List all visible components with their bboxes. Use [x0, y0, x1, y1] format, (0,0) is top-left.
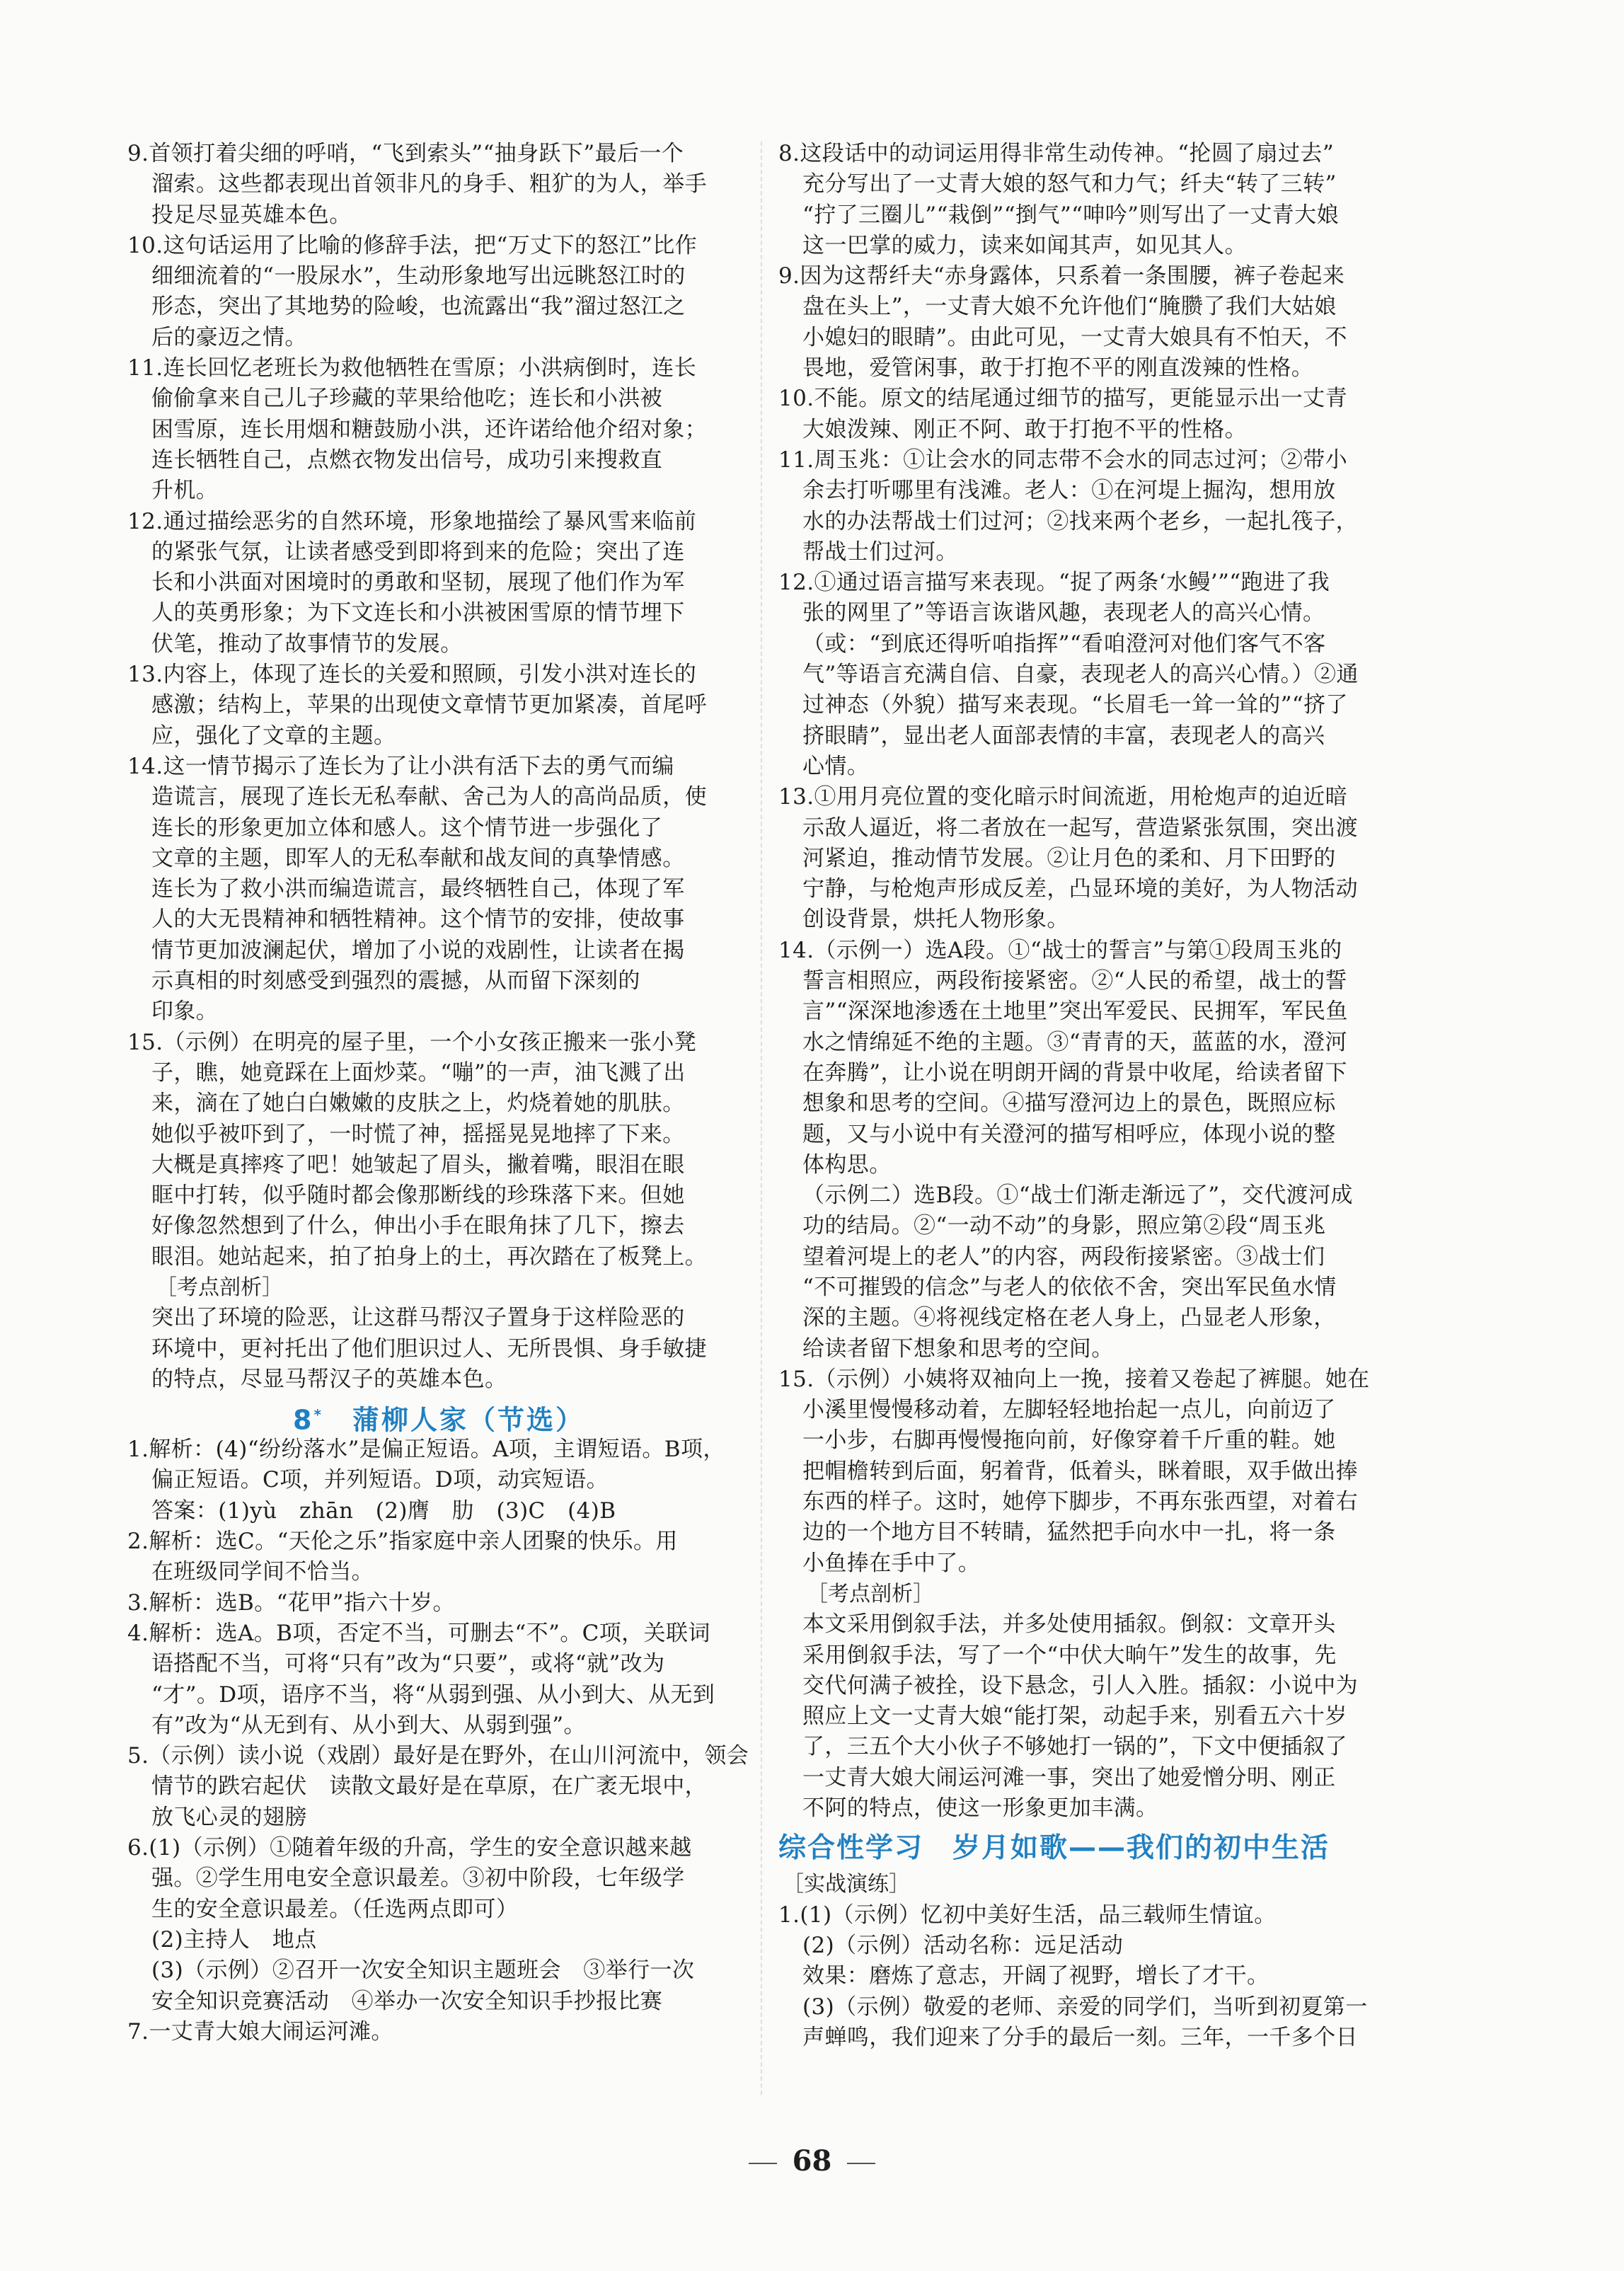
- text-line: 13.内容上，体现了连长的关爱和照顾，引发小洪对连长的: [127, 662, 697, 688]
- text-line: 河紧迫，推动情节发展。②让月色的柔和、月下田野的: [802, 845, 1336, 871]
- text-line: “不可摧毁的信念”与老人的依依不舍，突出军民鱼水情: [802, 1274, 1337, 1300]
- text-line: 东西的样子。这时，她停下脚步，不再东张西望，对着右: [802, 1489, 1358, 1515]
- text-line: 情节的跌宕起伏 读散文最好是在草原，在广袤无垠中，: [151, 1773, 707, 1800]
- text-line: 文章的主题，即军人的无私奉献和战友间的真挚情感。: [151, 845, 685, 871]
- text-line: 这一巴掌的威力，读来如闻其声，如见其人。: [802, 232, 1247, 258]
- text-line: 人的大无畏精神和牺牲精神。这个情节的安排，使故事: [151, 907, 685, 933]
- text-line: 一小步，右脚再慢慢拖向前，好像穿着千斤重的鞋。她: [802, 1427, 1336, 1454]
- text-line: 4.解析：选A。B项，否定不当，可删去“不”。C项，关联词: [127, 1620, 710, 1646]
- text-line: 情节更加波澜起伏，增加了小说的戏剧性，让读者在揭: [151, 937, 685, 963]
- text-line: 溜索。这些都表现出首领非凡的身手、粗犷的为人，举手: [151, 171, 707, 197]
- lesson-answers: [127, 1435, 750, 2047]
- text-line: 声蝉鸣，我们迎来了分手的最后一刻。三年，一千多个日: [802, 2024, 1358, 2050]
- text-line: 过神态（外貌）描写来表现。“长眉毛一耸一耸的”“挤了: [802, 692, 1348, 718]
- text-line: 困雪原，连长用烟和糖鼓励小洪，还许诺给他介绍对象；: [151, 416, 707, 442]
- text-line: 15.（示例）小姨将双袖向上一挽，接着又卷起了裤腿。她在: [778, 1366, 1370, 1392]
- text-line: (2)（示例）活动名称：远足活动: [802, 1932, 1124, 1958]
- text-line: 给读者留下想象和思考的空间。: [802, 1335, 1114, 1362]
- text-line: 眼泪。她站起来，拍了拍身上的土，再次踏在了板凳上。: [151, 1243, 707, 1270]
- text-line: 1.解析：(4)“纷纷落水”是偏正短语。A项，主谓短语。B项，: [127, 1437, 725, 1463]
- text-line: 6.(1)（示例）①随着年级的升高，学生的安全意识越来越: [127, 1835, 692, 1861]
- text-line: 畏地，爱管闲事，敢于打抱不平的刚直泼辣的性格。: [802, 355, 1314, 381]
- right-column: [778, 139, 1433, 2053]
- text-line: 盘在头上”，一丈青大娘不允许他们“腌臜了我们大姑娘: [802, 294, 1337, 320]
- text-line: 在班级同学间不恰当。: [151, 1559, 374, 1585]
- text-line: 12.通过描绘恶劣的自然环境，形象地描绘了暴风雪来临前: [127, 508, 697, 534]
- text-line: 效果：磨炼了意志，开阔了视野，增长了才干。: [802, 1963, 1269, 1989]
- text-line: 眶中打转，似乎随时都会像那断线的珍珠落下来。但她: [151, 1183, 685, 1209]
- text-line: 9.因为这帮纤夫“赤身露体，只系着一条围腰，裤子卷起来: [778, 263, 1345, 289]
- text-line: 大娘泼辣、刚正不阿、敢于打抱不平的性格。: [802, 416, 1247, 442]
- text-line: 余去打听哪里有浅滩。老人：①在河堤上掘沟，想用放: [802, 478, 1336, 504]
- text-line: 言”“深深地渗透在土地里”突出军爱民、民拥军，军民鱼: [802, 999, 1348, 1025]
- text-line: 升机。: [151, 478, 219, 504]
- text-line: 连长为了救小洪而编造谎言，最终牺牲自己，体现了军: [151, 876, 685, 902]
- text-line: 望着河堤上的老人”的内容，两段衔接紧密。③战士们: [802, 1243, 1325, 1270]
- text-line: 生的安全意识最差。（任选两点即可）: [151, 1896, 519, 1922]
- text-line: 连长的形象更加立体和感人。这个情节进一步强化了: [151, 815, 663, 841]
- text-line: 小溪里慢慢移动着，左脚轻轻地抬起一点儿，向前迈了: [802, 1397, 1336, 1423]
- text-line: 帮战士们过河。: [802, 539, 958, 565]
- text-line: 示真相的时刻感受到强烈的震撼，从而留下深刻的: [151, 968, 640, 994]
- text-line: 题，又与小说中有关澄河的描写相呼应，体现小说的整: [802, 1121, 1336, 1147]
- left-column: [127, 139, 750, 2047]
- text-line: 采用倒叙手法，写了一个“中伏大晌午”发生的故事，先: [802, 1642, 1337, 1668]
- text-line: 9.首领打着尖细的呼哨，“飞到索头”“抽身跃下”最后一个: [127, 141, 684, 166]
- text-line: 誓言相照应，两段衔接紧密。②“人民的希望，战士的誓: [802, 968, 1347, 994]
- text-line: 15.（示例）在明亮的屋子里，一个小女孩正搬来一张小凳: [127, 1029, 697, 1055]
- text-line: 8.这段话中的动词运用得非常生动传神。“抡圆了扇过去”: [778, 141, 1335, 166]
- text-line: （示例二）选B段。①“战士们渐走渐远了”，交代渡河成: [802, 1183, 1353, 1209]
- text-line: (3)（示例）敬爱的老师、亲爱的同学们，当听到初夏第一: [802, 1994, 1368, 2020]
- text-line: 有”改为“从无到有、从小到大、从弱到强”。: [151, 1712, 586, 1738]
- text-line: 功的结局。②“一动不动”的身影，照应第②段“周玉兆: [802, 1213, 1326, 1239]
- text-line: 1.(1)（示例）忆初中美好生活，品三载师生情谊。: [778, 1902, 1277, 1928]
- text-line: (3)（示例）②召开一次安全知识主题班会 ③举行一次: [151, 1957, 695, 1984]
- text-line: 人的英勇形象；为下文连长和小洪被困雪原的情节埋下: [151, 600, 685, 626]
- text-line: 形态，突出了其地势的险峻，也流露出“我”溜过怒江之: [151, 294, 686, 320]
- text-line: 13.①用月亮位置的变化暗示时间流逝，用枪炮声的迫近暗: [778, 784, 1348, 810]
- text-line: 细细流着的“一股尿水”，生动形象地写出远眺怒江时的: [151, 263, 686, 289]
- practice-answers: [778, 1900, 1433, 2053]
- text-line: 交代何满子被拴，设下悬念，引人入胜。插叙：小说中为: [802, 1672, 1358, 1698]
- section-title: 综合性学习 岁月如歌——我们的初中生活: [778, 1832, 1330, 1865]
- text-line: 她似乎被吓到了，一时慌了神，摇摇晃晃地摔了下来。: [151, 1121, 685, 1147]
- practice-label: ［实战演练］: [783, 1872, 910, 1897]
- text-line: 偷偷拿来自己儿子珍藏的苹果给他吃；连长和小洪被: [151, 386, 663, 412]
- text-line: 印象。: [151, 999, 219, 1025]
- text-line: 不阿的特点，使这一形象更加丰满。: [802, 1795, 1158, 1822]
- page-number: 68: [792, 2144, 832, 2178]
- text-line: 创设背景，烘托人物形象。: [802, 907, 1069, 933]
- text-line: 小鱼捧在手中了。: [802, 1550, 981, 1576]
- text-line: 照应上文一丈青大娘“能打架，动起手来，别看五六十岁: [802, 1703, 1347, 1730]
- text-line: 14.（示例一）选A段。①“战士的誓言”与第①段周玉兆的: [778, 937, 1342, 963]
- text-line: 了，三五个大小伙子不够她打一锅的”，下文中便插叙了: [802, 1734, 1347, 1760]
- text-line: 10.这句话运用了比喻的修辞手法，把“万丈下的怒江”比作: [127, 232, 698, 258]
- text-line: 连长牺牲自己，点燃衣物发出信号，成功引来搜救直: [151, 447, 663, 473]
- text-line: 后的豪迈之情。: [151, 324, 307, 350]
- text-line: 大概是真摔疼了吧！她皱起了眉头，撇着嘴，眼泪在眼: [151, 1151, 685, 1178]
- text-line: 强。②学生用电安全意识最差。③初中阶段，七年级学: [151, 1865, 685, 1892]
- text-line: 张的网里了”等语言诙谐风趣，表现老人的高兴心情。: [802, 600, 1325, 626]
- text-line: 水的办法帮战士们过河；②找来两个老乡，一起扎筏子，: [802, 508, 1358, 534]
- lesson-title: 8* 蒲柳人家（节选）: [293, 1404, 584, 1436]
- text-line: 好像忽然想到了什么，伸出小手在眼角抹了几下，擦去: [151, 1213, 685, 1239]
- text-line: 投足尽显英雄本色。: [151, 202, 352, 228]
- answer-block-9-15: [127, 139, 750, 1272]
- answer-block-8-15: [778, 139, 1433, 1579]
- text-line: 放飞心灵的翅膀: [151, 1804, 307, 1830]
- text-line: 11.周玉兆：①让会水的同志带不会水的同志过河；②带小: [778, 447, 1348, 473]
- text-line: 长和小洪面对困境时的勇敢和坚韧，展现了他们作为军: [151, 570, 685, 596]
- text-line: 充分写出了一丈青大娘的怒气和力气；纤夫“转了三转”: [802, 171, 1337, 197]
- text-line: 2.解析：选C。“天伦之乐”指家庭中亲人团聚的快乐。用: [127, 1529, 678, 1555]
- text-line: 体构思。: [802, 1151, 892, 1178]
- kaodian-text-right: [778, 1609, 1433, 1824]
- text-line: 子，瞧，她竟踩在上面炒菜。“嘣”的一声，油飞溅了出: [151, 1059, 686, 1086]
- text-line: 5.（示例）读小说（戏剧）最好是在野外，在山川河流中，领会: [127, 1743, 749, 1769]
- text-line: 的特点，尽显马帮汉子的英雄本色。: [151, 1366, 507, 1392]
- text-line: 造谎言，展现了连长无私奉献、舍己为人的高尚品质，使: [151, 784, 707, 810]
- text-line: 本文采用倒叙手法，并多处使用插叙。倒叙：文章开头: [802, 1611, 1336, 1638]
- text-line: 14.这一情节揭示了连长为了让小洪有活下去的勇气而编: [127, 753, 674, 779]
- kaodian-label-right: ［考点剖析］: [807, 1581, 934, 1606]
- text-line: 7.一丈青大娘大闹运河滩。: [127, 2018, 393, 2045]
- text-line: 感激；结构上，苹果的出现使文章情节更加紧凑，首尾呼: [151, 692, 707, 718]
- text-line: 在奔腾”，让小说在明朗开阔的背景中收尾，给读者留下: [802, 1059, 1347, 1086]
- text-line: 安全知识竞赛活动 ④举办一次安全知识手抄报比赛: [151, 1988, 663, 2014]
- text-line: 语搭配不当，可将“只有”改为“只要”，或将“就”改为: [151, 1651, 665, 1677]
- text-line: 12.①通过语言描写来表现。“捉了两条‘水鳗’”“跑进了我: [778, 570, 1330, 596]
- kaodian-text-left: [127, 1303, 750, 1395]
- text-line: 示敌人逼近，将二者放在一起写，营造紧张氛围，突出渡: [802, 815, 1358, 841]
- text-line: 11.连长回忆老班长为救他牺牲在雪原；小洪病倒时，连长: [127, 355, 697, 381]
- text-line: 水之情绵延不绝的主题。③“青青的天，蓝蓝的水，澄河: [802, 1029, 1347, 1055]
- text-line: 答案：(1)yù zhān (2)膺 肋 (3)C (4)B: [151, 1497, 616, 1524]
- text-line: 3.解析：选B。“花甲”指六十岁。: [127, 1589, 455, 1616]
- text-line: 挤眼睛”，显出老人面部表情的丰富，表现老人的高兴: [802, 723, 1325, 749]
- kaodian-label-left: ［考点剖析］: [156, 1275, 283, 1300]
- text-line: 来，滴在了她白白嫩嫩的皮肤之上，灼烧着她的肌肤。: [151, 1091, 685, 1117]
- text-line: (2)主持人 地点: [151, 1926, 317, 1953]
- text-line: 把帽檐转到后面，躬着背，低着头，眯着眼，双手做出捧: [802, 1458, 1358, 1484]
- text-line: 伏笔，推动了故事情节的发展。: [151, 631, 463, 657]
- footer-dash-left: [749, 2163, 777, 2164]
- text-line: 气”等语言充满自信、自豪，表现老人的高兴心情。）②通: [802, 662, 1359, 688]
- text-line: 一丈青大娘大闹运河滩一事，突出了她爱憎分明、刚正: [802, 1764, 1336, 1790]
- text-line: （或：“到底还得听咱指挥”“看咱澄河对他们客气不客: [802, 631, 1326, 657]
- text-line: 偏正短语。C项，并列短语。D项，动宾短语。: [151, 1467, 609, 1493]
- text-line: 心情。: [802, 753, 870, 779]
- column-divider: [761, 142, 764, 2095]
- text-line: 环境中，更衬托出了他们胆识过人、无所畏惧、身手敏捷: [151, 1335, 707, 1362]
- page-footer: [0, 2144, 1624, 2178]
- footer-dash-right: [847, 2163, 875, 2164]
- text-line: “才”。D项，语序不当，将“从弱到强、从小到大、从无到: [151, 1681, 715, 1708]
- text-line: 的紧张气氛，让读者感受到即将到来的危险；突出了连: [151, 539, 685, 565]
- text-line: 应，强化了文章的主题。: [151, 723, 396, 749]
- text-line: “拧了三圈儿”“栽倒”“捯气”“呻吟”则写出了一丈青大娘: [802, 202, 1339, 228]
- text-line: 突出了环境的险恶，让这群马帮汉子置身于这样险恶的: [151, 1305, 685, 1331]
- text-line: 小媳妇的眼睛”。由此可见，一丈青大娘具有不怕天，不: [802, 324, 1347, 350]
- text-line: 想象和思考的空间。④描写澄河边上的景色，既照应标: [802, 1091, 1336, 1117]
- text-line: 深的主题。④将视线定格在老人身上，凸显老人形象，: [802, 1305, 1336, 1331]
- text-line: 宁静，与枪炮声形成反差，凸显环境的美好，为人物活动: [802, 876, 1358, 902]
- text-line: 10.不能。原文的结尾通过细节的描写，更能显示出一丈青: [778, 386, 1348, 412]
- text-line: 边的一个地方目不转睛，猛然把手向水中一扎，将一条: [802, 1519, 1336, 1546]
